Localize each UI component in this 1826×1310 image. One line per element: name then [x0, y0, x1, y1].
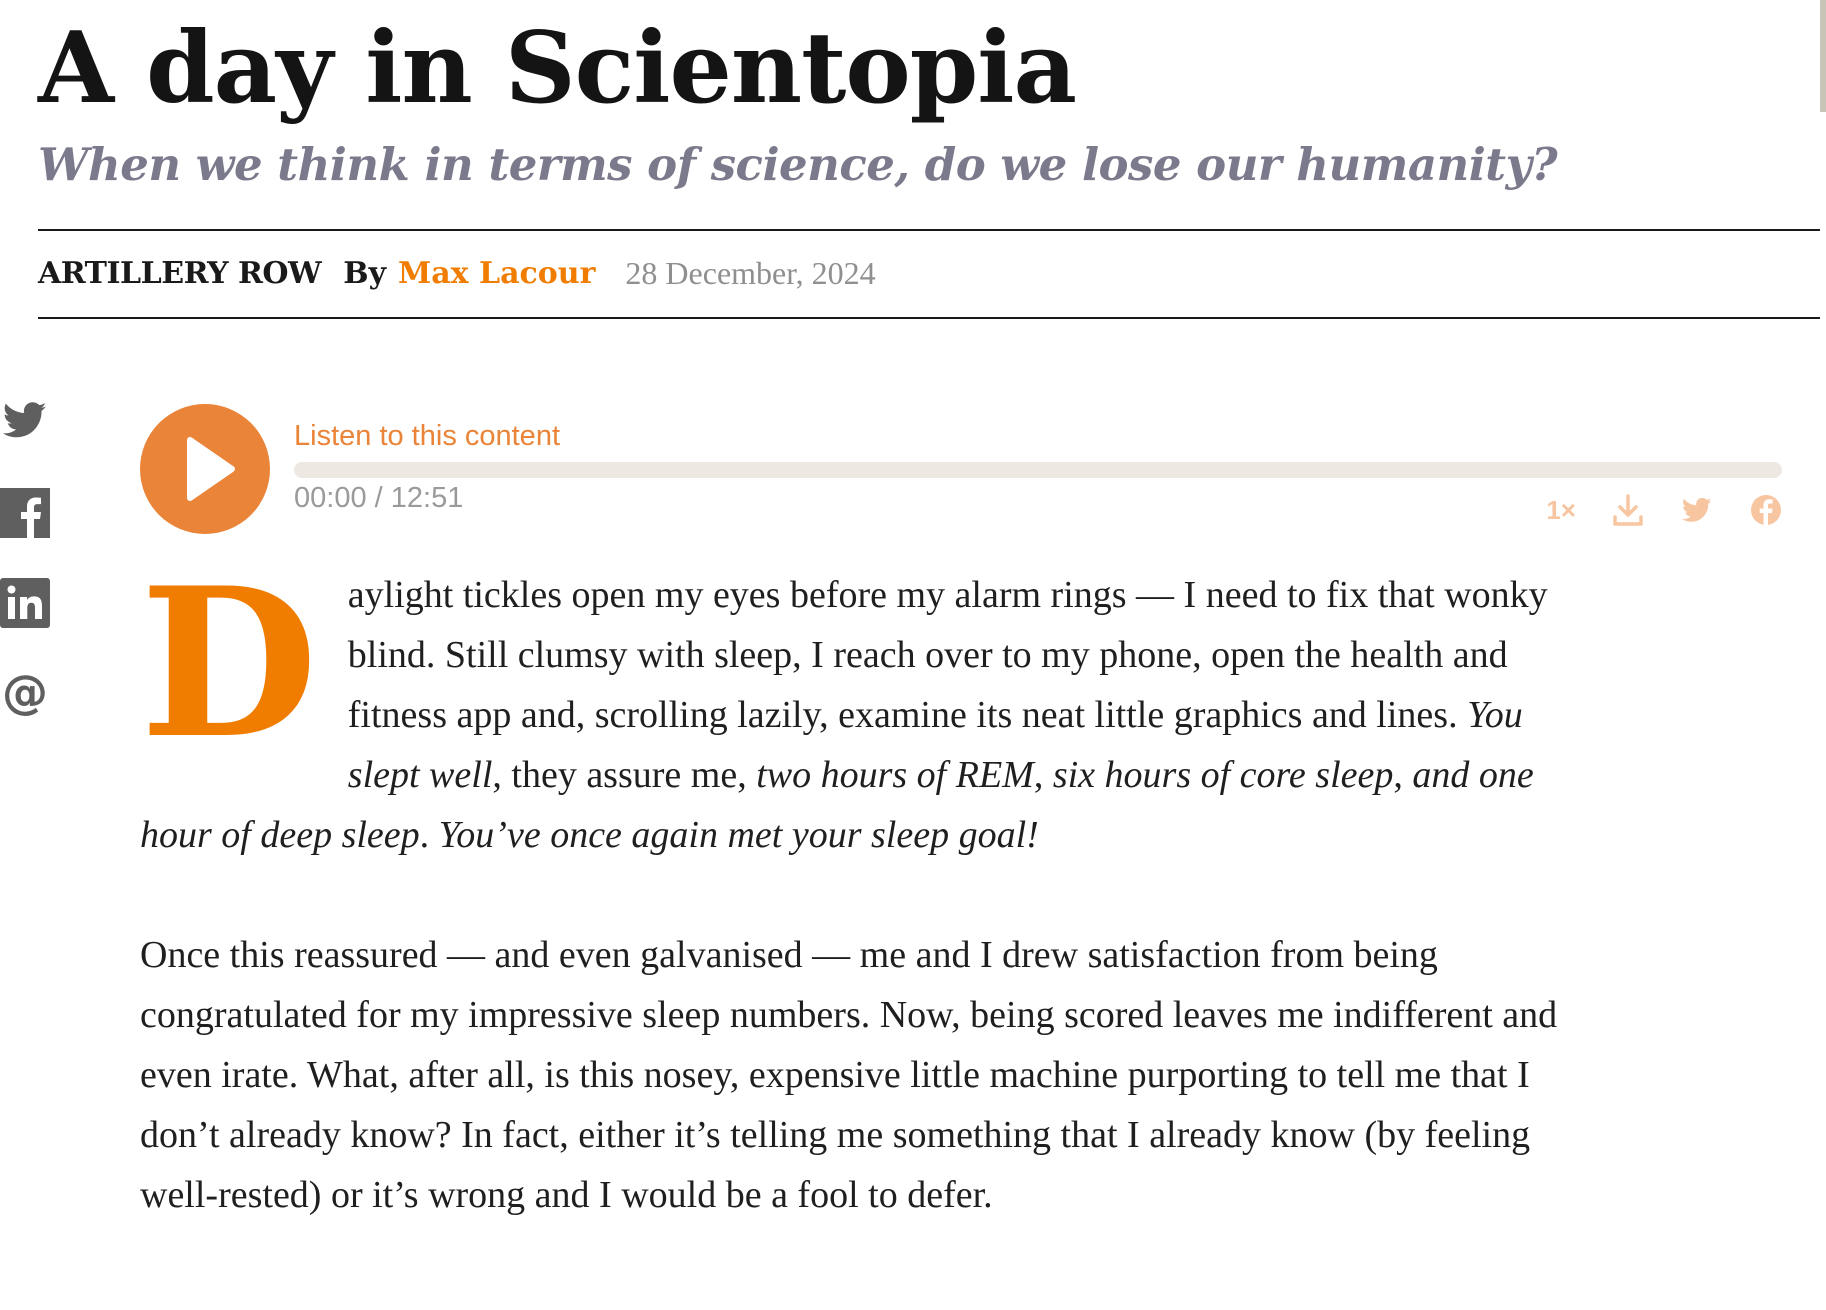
p1-text-2: , they assure me,: [492, 754, 757, 796]
author-link[interactable]: Max Lacour: [398, 256, 596, 292]
byline-bar: [38, 229, 1820, 319]
time-display: [294, 482, 463, 515]
player-controls: [1510, 490, 1782, 530]
p1-italic-5: You’ve once again met your sleep goal!: [438, 814, 1039, 856]
email-at-icon[interactable]: [0, 668, 50, 718]
share-sidebar: [0, 398, 54, 758]
drop-cap: D: [140, 544, 318, 784]
current-time: 00:00: [294, 482, 367, 514]
p1-italic-1: You slept well: [347, 694, 1523, 796]
scrollbar[interactable]: [1820, 0, 1826, 112]
listen-label: Listen to this content: [294, 420, 560, 452]
p1-italic-2: two hours of REM: [756, 754, 1034, 796]
p1-text-3: ,: [1033, 754, 1053, 796]
facebook-icon[interactable]: [0, 488, 50, 538]
p1-italic-4: and one hour of deep sleep: [140, 754, 1534, 856]
play-button[interactable]: [140, 404, 270, 534]
paragraph-2: Once this reassured — and even galvanised — me and I drew satisfaction from being congratulated for my impressive sleep numbers. Now, being scored leaves me indifferent and even irate. What, after all, is this nosey, expensive little machine purporting to tell me that I don’t already know? In fact, either it’s telling me something that I already know (by feeling well-rested) or it’s wrong and I would be a fool to defer.: [140, 934, 1558, 1216]
linkedin-icon[interactable]: [0, 578, 50, 628]
article-body: [140, 544, 1590, 1285]
p1-text-1: aylight tickles open my eyes before my alarm rings — I need to fix that wonky blind. Still clumsy with sleep, I reach over to my phone, open the health and fitness app and, scrolling lazily, examine its neat little graphics and lines.: [347, 574, 1548, 736]
play-icon: [140, 404, 270, 534]
audio-player: [140, 404, 1782, 536]
by-label: By: [343, 256, 387, 292]
speed-button[interactable]: 1×: [1546, 494, 1576, 525]
article-standfirst: When we think in terms of science, do we lose our humanity?: [38, 137, 1558, 191]
duration: 12:51: [390, 482, 464, 514]
progress-track[interactable]: [294, 462, 1782, 478]
p1-italic-3: six hours of core sleep: [1052, 754, 1394, 796]
time-separator: /: [366, 482, 391, 514]
article: [38, 0, 1820, 319]
article-title: A day in Scientopia: [38, 11, 1076, 126]
p1-text-5: .: [419, 814, 439, 856]
twitter-icon[interactable]: [0, 398, 50, 448]
p1-text-4: ,: [1393, 754, 1413, 796]
section-label[interactable]: ARTILLERY ROW: [38, 256, 322, 292]
player-facebook-icon[interactable]: [1750, 494, 1782, 526]
player-twitter-icon[interactable]: [1680, 495, 1714, 525]
download-icon[interactable]: [1612, 493, 1644, 527]
publish-date: 28 December, 2024: [625, 255, 876, 292]
paragraph-1: [140, 544, 1590, 865]
svg-text:@: @: [2, 668, 48, 718]
